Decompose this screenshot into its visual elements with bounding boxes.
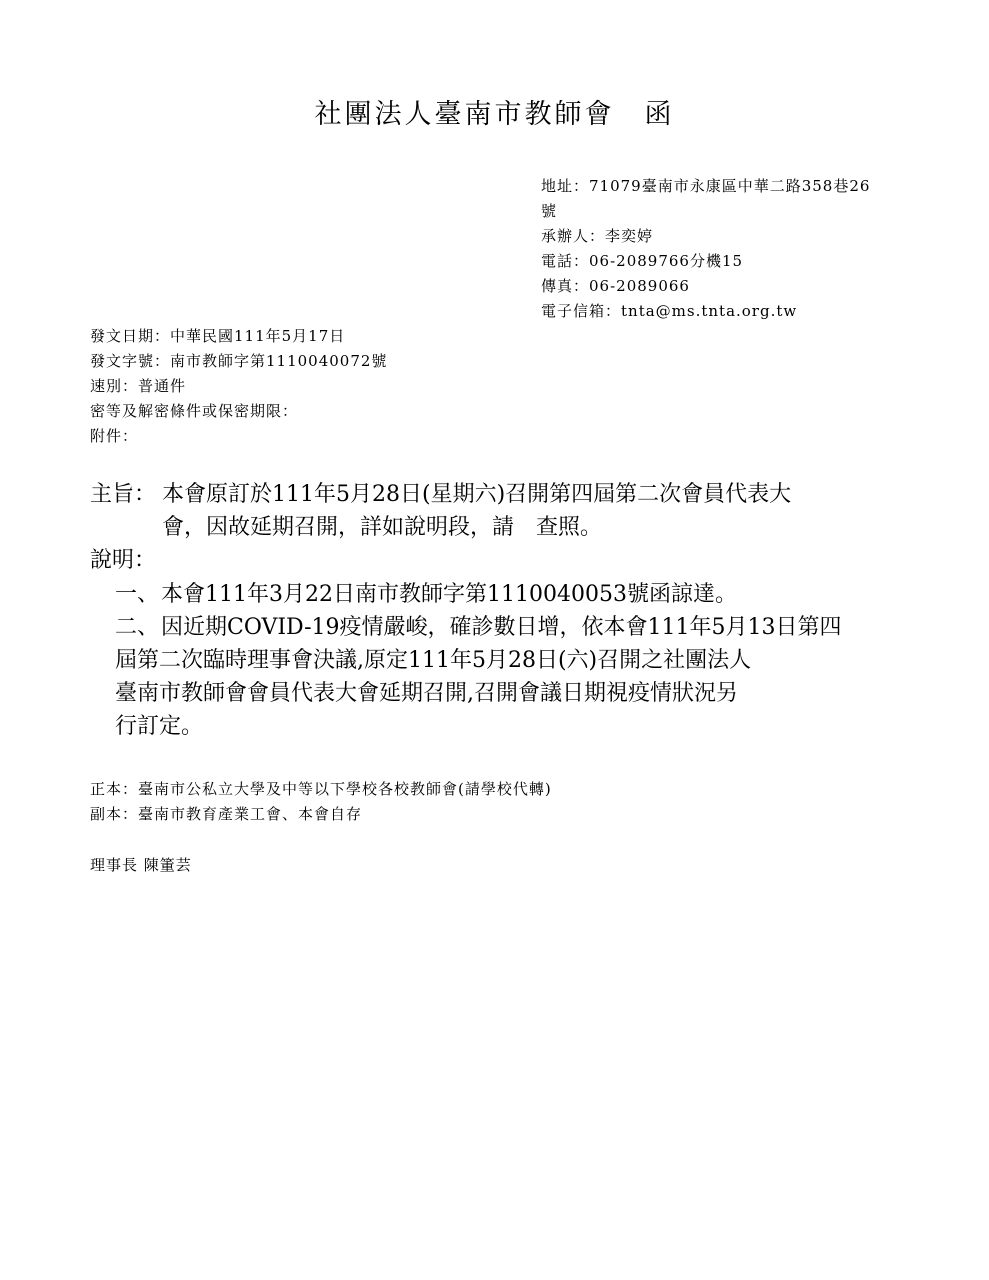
- contact-block: [541, 174, 911, 324]
- item-number: 一、: [115, 582, 160, 607]
- copy-recipients: 副本：臺南市教育產業工會、本會自存: [90, 805, 363, 823]
- subject-block: [90, 478, 910, 544]
- item-continuation: 屆第二次臨時理事會決議,原定111年5月28日(六)召開之社團法人: [115, 648, 752, 673]
- signer: 理事長 陳箽芸: [90, 856, 192, 874]
- subject-label: 主旨：: [90, 482, 157, 507]
- copies-block: [90, 777, 552, 827]
- meta-block: [90, 324, 387, 449]
- original-recipients: 正本：臺南市公私立大學及中等以下學校各校教師會(請學校代轉): [90, 780, 552, 798]
- address-line-2: 號: [541, 202, 558, 220]
- explanation-label: 說明：: [90, 548, 157, 573]
- security-class: 密等及解密條件或保密期限：: [90, 402, 299, 420]
- explanation-item: [115, 611, 915, 644]
- document-number: 發文字號：南市教師字第1110040072號: [90, 352, 388, 370]
- explanation-list: [115, 578, 915, 743]
- item-number: 二、: [115, 615, 160, 640]
- attachments: 附件：: [90, 427, 139, 445]
- document-title: 社團法人臺南市教師會 函: [314, 99, 675, 130]
- issue-date: 發文日期：中華民國111年5月17日: [90, 327, 346, 345]
- item-text: 因近期COVID-19疫情嚴峻，確診數日增，依本會111年5月13日第四: [161, 615, 842, 640]
- item-continuation: 行訂定。: [115, 714, 204, 739]
- contact-person: 承辦人：李奕婷: [541, 227, 654, 245]
- email: 電子信箱：tnta@ms.tnta.org.tw: [541, 302, 798, 320]
- address-line-1: 地址：71079臺南市永康區中華二路358巷26: [541, 177, 871, 195]
- subject-line-2: 會，因故延期召開，詳如說明段，請 查照。: [162, 515, 603, 540]
- speed-class: 速別：普通件: [90, 377, 187, 395]
- item-continuation: 臺南市教師會會員代表大會延期召開,召開會議日期視疫情狀況另: [115, 681, 738, 706]
- item-text: 本會111年3月22日南市教師字第1110040053號函諒達。: [161, 582, 737, 607]
- subject-line-1: [90, 478, 910, 511]
- explanation-item: [115, 578, 915, 611]
- subject-text-1: 本會原訂於111年5月28日(星期六)召開第四屆第二次會員代表大: [162, 482, 792, 507]
- fax: 傳真：06-2089066: [541, 277, 690, 295]
- phone: 電話：06-2089766分機15: [541, 252, 744, 270]
